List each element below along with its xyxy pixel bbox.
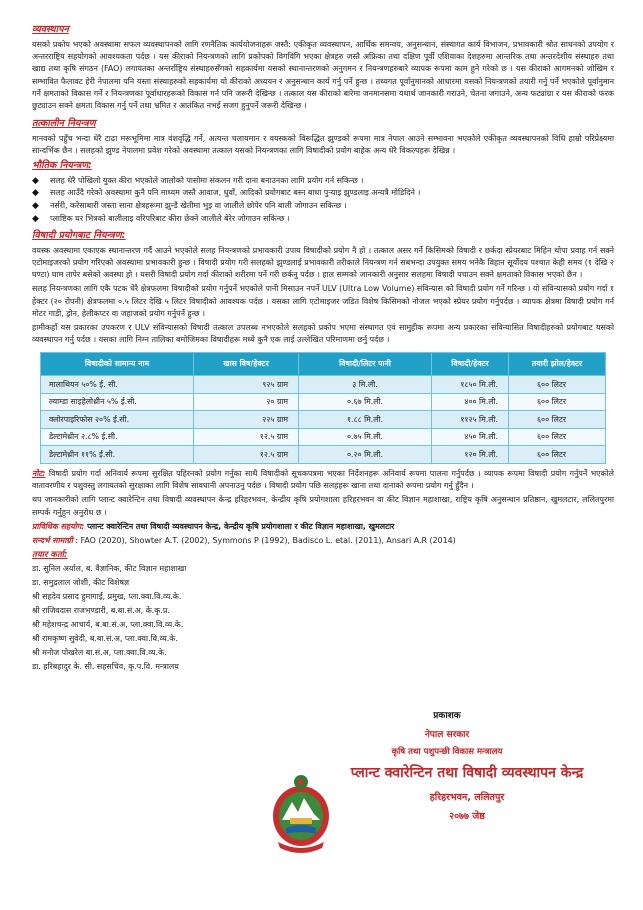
table-cell: ९२५ ग्राम — [194, 376, 299, 394]
table-cell: ०.६७ मि.ली. — [299, 393, 432, 411]
author-item: डा. सुनिल अर्याल, ब. वैज्ञानिक, कीट विज्ञान महाशाखा — [32, 564, 187, 574]
immediate-control-paragraph: मानवको पहुँच भन्दा धेरै टाढा मरूभूमिमा मात्र वंशवृद्धि गर्ने, अत्यन्त चलायमान र वयस्कको विरूद्धित झुण्डको रूपमा मात्र नेपाल आउने सम्भावना भएकोले एकीकृत व्यवस्थापनको विधि हाम्रो परिप्रेक्ष्यमा सान्दर्भिक छैन । सलहको झुण्ड नेपालमा प्रवेश गरेको अवस्थामा तत्काल यसको नियन्त्रणका लागि विषादीको प्रयोग बाहेक अन्य धेरै विकल्पहरू देखिन्न । — [32, 134, 614, 156]
publisher-center: प्लान्ट क्वारेन्टिन तथा विषादी व्यवस्थापन केन्द्र — [350, 765, 584, 781]
publisher-government: नेपाल सरकार — [424, 730, 470, 740]
chemical-control-heading: विषादी प्रयोगबाट नियन्त्रण: — [32, 229, 126, 241]
physical-control-list — [32, 175, 614, 226]
publication-date: २०७७ जेष्ठ — [449, 811, 485, 822]
table-cell: ६०० लिटर — [509, 376, 606, 394]
list-item: ◆ सलह धेरै पोखिलो युक्त कीरा भएकोले जालोको पासोमा संकलन गरी दाना बनाउनका लागि प्रयोग गर्न सकिन्छ । — [32, 175, 364, 186]
table-cell: डेल्टामेथ्रीन ११% ई.सी. — [41, 446, 194, 464]
table-cell: १८५० मि.ली. — [432, 376, 509, 394]
table-row — [41, 411, 606, 429]
table-cell: ४०० मि.ली. — [432, 393, 509, 411]
author-item: श्री सहदेव प्रसाद हुमागाईं, प्रमुख, प्ला.क्वा.वि.व्य.के. — [32, 592, 182, 602]
column-header: विषादी/लिटर पानी — [299, 353, 432, 376]
immediate-control-heading: तत्कालीन नियन्त्रण — [32, 118, 96, 130]
table-cell: २० ग्राम — [194, 393, 299, 411]
authors-list — [32, 562, 614, 674]
table-row — [41, 428, 606, 446]
table-cell: ६०० लिटर — [509, 446, 606, 464]
diamond-bullet-icon: ◆ — [32, 175, 39, 186]
table-cell: १२० मि.ली. — [432, 446, 509, 464]
table-cell: ४५० मि.ली. — [432, 428, 509, 446]
column-header: विषादी/हेक्टर — [432, 353, 509, 376]
list-item: ◆ सलह आउँदै गरेको अवस्थामा कुनै पनि माध्यम जस्तै आवाज, धुवाँ, आदिको प्रयोगबाट बस्न बाधा पुऱ्याइ झुण्डलाइ अन्यत्रै मोडिदिने । — [32, 188, 421, 199]
table-cell: ०.७५ मि.ली. — [299, 428, 432, 446]
table-header-row — [41, 353, 606, 376]
management-heading: व्यवस्थापन — [32, 24, 69, 35]
column-header: विषादीको सामान्य नाम — [41, 353, 194, 376]
author-item: डा. समुद्रलाल जोशी, कीट विशेषज्ञ — [32, 578, 130, 588]
note-paragraph — [32, 468, 614, 492]
diamond-bullet-icon: ◆ — [32, 214, 39, 225]
note-label: नोट: — [32, 468, 46, 478]
contact-paragraph: थप जानकारीको लागि प्लान्ट क्वारेन्टिन तथा विषादी व्यवस्थापन केन्द्र हरिहरभवन, केन्द्रीय कृषि प्रयोगशाला हरिहरभवन वा कीट विज्ञान महाशाखा, राष्ट्रिय कृषि अनुसन्धान प्रतिष्ठान, खुमलटार, ललितपुरमा सम्पर्क गर्नुहुन अनुरोध छ । — [32, 495, 614, 517]
publisher-block — [302, 708, 592, 822]
pesticide-table — [40, 352, 606, 464]
author-item: श्री महेशचन्द्र आचार्य, ब.बा.सं.अ, प्ला.क्वा.वि.व्य.के. — [32, 620, 184, 630]
table-cell: ६०० लिटर — [509, 411, 606, 429]
references-text: : FAO (2020), Showter A.T. (2002), Symmons P (1992), Badisco L. etal. (2011), Ansari A.R (2014) — [72, 535, 456, 545]
publisher-location: हरिहरभवन, ललितपुर — [429, 792, 505, 803]
technical-support-label: प्राविधिक सहयोग: — [32, 521, 85, 531]
references-label: सन्दर्भ सामाग्री — [32, 535, 73, 545]
author-item: श्री रामकृष्ण सुवेदी, ब.बा.सं.अ, प्ला.क्वा.वि.व्य.के. — [32, 634, 178, 644]
management-paragraph: यसको प्रकोप भएको अवस्थामा सफल व्यवस्थापनको लागि रणनैतिक कार्ययोजनाहरू जस्तै: एकीकृत व्यवस्थापन, आर्थिक समन्वय, अनुसन्धान, संस्थागत कार्य विभाजन, प्रभावकारी श्रोत साधनको उपयोग र अन्तरराष्ट्रिय सहयोगको आवश्यकता पर्दछ । यस कीराको नियन्त्रणको लागि प्रकोपको विगविगि भएका क्षेत्रहरु जस्तै अफ्रिका तथा दक्षिण पूर्वी एशियाका देशहरुमा आन्तरिक तथा अन्तरदेशीय संस्थाहरु तथा खाद्य तथा कृषि संगठन (FAO) लगायतका अन्तर्राष्ट्रिय संस्थाहरुसँगको सहकार्यमा यसको स्थानान्तरणको अनुगमन र नियन्त्रणहरुबारे व्यापक रूपमा काम हुने गरेको छ । यस कीराको आगमनको जोखिम र सम्भावित फैलावट हेरी नेपालमा पनि यस्ता संस्थाहरुको सहकार्यमा यो कीराको अध्ययन र अनुसन्धान कार्य गर्नु पर्ने हुन्छ । तथ्यगत पूर्वानुमानको आधारमा यसको नियन्त्रणको तयारी गर्नु पर्ने भएकोले पूर्वानुमान गर्ने क्षमताको विकास गर्ने र नियन्त्रणका पूर्वाधारहरूको विकास गर्न पनि जरूरी देखिन्छ । तत्काल यस कीराको बारेमा जनमानसमा यथार्थ जानकारी गराउने, चेतना जगाउने, अन्य फट्यांग्रा र यस कीराको फरक छुट्याउन सक्ने क्षमता विकास गर्नु पर्ने तथा भ्रमित र आतंकित नभई सजग हुनुपर्ने जरूरी देखिन्छ । — [32, 40, 614, 111]
table-row — [41, 446, 606, 464]
table-cell: १२.५ ग्राम — [194, 428, 299, 446]
table-cell: ३ मि.ली. — [299, 376, 432, 394]
table-row — [41, 393, 606, 411]
table-cell: ११२५ मि.ली. — [432, 411, 509, 429]
table-cell: १.८८ मि.ली. — [299, 411, 432, 429]
table-cell: ल्याम्डा साइहेलोथ्रीन ५% ई.सी. — [41, 393, 194, 411]
author-item: डा. हरिबहादुर के. सी. सहसचिव, कृ.प.वि. मन्त्रालय — [32, 662, 179, 672]
column-header: तयारी झोल/हेक्टर — [509, 353, 606, 376]
table-cell: २२५ ग्राम — [194, 411, 299, 429]
table-cell: मालाथियन ५०% ई. सी. — [41, 376, 194, 394]
table-cell: ०.२० मि.ली. — [299, 446, 432, 464]
table-cell: ६०० लिटर — [509, 428, 606, 446]
table-row — [41, 376, 606, 394]
document-page — [32, 18, 614, 674]
table-cell: ६०० लिटर — [509, 393, 606, 411]
publisher-label: प्रकाशक — [433, 711, 461, 721]
list-item: ◆ प्लाष्टिक घर भित्रको बालीलाइ वरिपरिबाट कीरा छेक्ने जालीले बेरेर जोगाउन सकिन्छ । — [32, 214, 290, 225]
author-item: श्री मनोज पोखरेल बा.सं.अ, प्ला.क्वा.वि.व्य.के. — [32, 648, 167, 658]
table-cell: १२.५ ग्राम — [194, 446, 299, 464]
technical-support-text: प्लान्ट क्वारेन्टिन तथा विषादी व्यवस्थापन केन्द्र, केन्द्रीय कृषि प्रयोगशाला र कीट विज्ञान महाशाखा, खुमलटार — [84, 521, 395, 531]
authors-heading: तयार कर्ता: — [32, 550, 68, 561]
references-line — [32, 535, 614, 547]
author-item: श्री राजिवदास राजभण्डारी, ब.बा.सं.अ, के.कृ.प्र. — [32, 606, 170, 616]
technical-support-line — [32, 521, 614, 533]
diamond-bullet-icon: ◆ — [32, 188, 39, 199]
physical-control-heading: भौतिक नियन्त्रण: — [32, 159, 92, 171]
table-cell: क्लोरपाइरिफोस २०% ई.सी. — [41, 411, 194, 429]
chemical-paragraph-2: सलह नियन्त्रणका लागि एकै पटक धेरै क्षेत्रफलमा विषादीको प्रयोग गर्नुपर्ने भएकोले पानी मिसाउन नपर्ने ULV (Ultra Low Volume) संविन्यास को विषादी प्रयोग गर्ने गरिन्छ । यो संविन्यासको प्रयोग गर्दा १ हेक्टर (२० रोपनी) क्षेत्रफलमा ०.५ लिटर देखि ५ लिटर विषादीको आवश्यक पर्दछ । यसका लागि एटोमाइजर जडित विशेष किसिमको नोजल भएको स्प्रेयर प्रयोग गर्नुपर्दछ । व्यापक क्षेत्रमा विषादी प्रयोग गर्न मोटर गाडी, ड्रोन, हेलीकप्टर वा जहाजको प्रयोग गर्नुपर्ने हुन्छ । — [32, 284, 614, 318]
list-item: ◆ नर्सरी, करेसाबारी जस्ता साना क्षेत्रहरूमा झुन्डै खेतीमा भुइ वा जालीले छोपेर पनि बाली जोगाउन सकिन्छ । — [32, 201, 347, 212]
chemical-paragraph-1: वयस्क अवस्थामा एकाएक स्थानान्तरण गर्दै आउने भएकोले सलह नियन्त्रणको प्रभावकारी उपाय विषादीको प्रयोग नै हो । तत्काल असर गर्ने किसिमको विषादी र छर्कदा स्प्रेयरबाट मिहिन थोपा प्रवाह गर्न सक्ने एटोमाइजरको प्रयोग गरिएको अवस्थामा प्रभावकारी हुन्छ । विषादी प्रयोग गरी सलहको झुण्डलाई प्रभावकारी तरीकाले नियन्त्रण गर्न सबभन्दा उपयुक्त समय भनेकै विहान सूर्योदय पश्चात केही समय (१ देखि २ घण्टा) घाम तापेर बसेको अवस्था हो । यसरी विषादी प्रयोग गर्दा कीराको शरीरमा पर्ने गरी छर्कनु पर्दछ । हाल सम्मको जानकारी अनुसार सलहमा विषादी पचाउन सक्ने क्षमताको विकास भएको छैन । — [32, 245, 614, 280]
table-cell: डेल्टामेथ्रीन २.८% ई.सी. — [41, 428, 194, 446]
diamond-bullet-icon: ◆ — [32, 201, 39, 212]
note-text: विषादी प्रयोग गर्दा अनिवार्य रूपमा सुरक्षित पहिरनको प्रयोग गर्नुका साथै विषादीको सूचकपत्रमा भएका निर्देशनहरू अनिवार्य रूपमा पालना गर्नुपर्दछ । व्यापक रूपमा विषादी प्रयोग गर्नुपर्ने भएकोले वातावरणीय र पशुवस्तु लगायतको सुरक्षाका लागि विशेष सावधानी अपनाउनु पर्दछ । विषादी प्रयोग पछि सलहहरू खाना तथा दानाको रूपमा प्रयोग गर्नु हुँदैन । — [32, 468, 614, 491]
column-header: खास विष/हेक्टर — [194, 353, 299, 376]
chemical-paragraph-3: हामीकहाँ यस प्रकारका उपकरण र ULV संविन्यासको विषादी तत्काल उपलब्ध नभएकोले सलहको प्रकोप भएमा संस्थागत एवं सामुहीक रूपमा अन्य प्रकारका संविन्यासित विषादीहरुको प्रयोगबाट यसको व्यवस्थापन गर्नु पर्दछ । यसका लागि निम्न तालिका बमोजिमका विषादीहरू मध्ये कुनै एक लाई उल्लेखित परिमाणमा छर्नु पर्दछ । — [32, 323, 614, 345]
publisher-ministry: कृषि तथा पशुपन्छी विकास मन्त्रालय — [391, 747, 503, 757]
